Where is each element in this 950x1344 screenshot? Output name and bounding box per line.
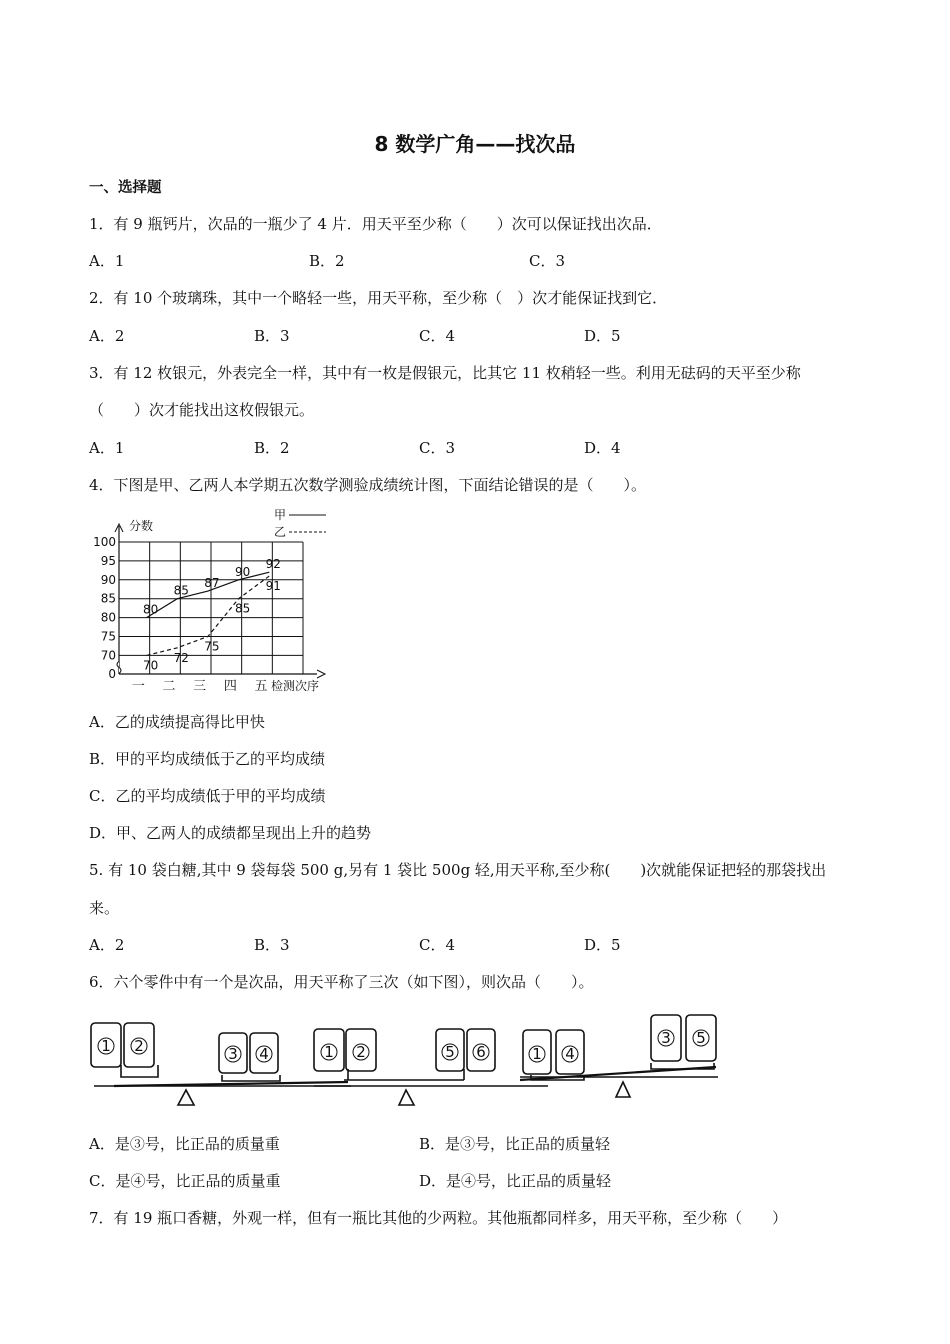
y-axis-title: 分数 <box>129 519 154 533</box>
jar-label: 1 <box>101 1037 111 1055</box>
axis-break-mark <box>117 661 121 673</box>
q2-option-d[interactable]: D．5 <box>584 327 621 345</box>
data-label: 75 <box>204 639 220 654</box>
x-tick-label: 三 <box>193 679 207 692</box>
q5-option-b[interactable]: B．3 <box>254 936 290 954</box>
q1-option-b[interactable]: B．2 <box>309 252 345 270</box>
jar-label: 4 <box>565 1045 575 1063</box>
score-line-chart <box>86 502 366 692</box>
data-label: 92 <box>265 557 281 572</box>
jar-label: 5 <box>445 1043 455 1061</box>
q6-option-d[interactable]: D．是④号，比正品的质量轻 <box>419 1172 612 1190</box>
jar-label: 4 <box>259 1045 269 1063</box>
question-4: 4．下图是甲、乙两人本学期五次数学测验成绩统计图，下面结论错误的是（ ）。 <box>89 476 647 494</box>
x-tick-label: 四 <box>223 679 237 692</box>
q5-option-a[interactable]: A．2 <box>89 936 125 954</box>
jar-label: 5 <box>696 1029 706 1047</box>
jar-label: 6 <box>476 1043 486 1061</box>
balance-scale-2 <box>314 1029 548 1105</box>
balance-scale-3 <box>520 1015 718 1097</box>
page-title: 8 数学广角——找次品 <box>374 132 576 156</box>
data-label: 85 <box>234 601 251 616</box>
data-label: 72 <box>173 650 189 665</box>
jar-label: 3 <box>228 1045 238 1063</box>
x-tick-label: 二 <box>162 679 176 692</box>
jar-label: 1 <box>324 1043 334 1061</box>
question-3-line2: （ ）次才能找出这枚假银元。 <box>89 401 315 419</box>
jar-label: 3 <box>661 1029 671 1047</box>
y-tick-label: 85 <box>100 591 116 606</box>
balance-scales-figure <box>86 1005 736 1115</box>
q5-option-c[interactable]: C．4 <box>419 936 456 954</box>
data-label: 91 <box>265 579 281 594</box>
question-7: 7．有 19 瓶口香糖，外观一样，但有一瓶比其他的少两粒。其他瓶都同样多，用天平称，至少称（ ） <box>89 1209 788 1227</box>
data-label: 70 <box>142 658 159 673</box>
legend-label: 甲 <box>274 508 287 522</box>
x-tick-label: 五 <box>254 679 268 692</box>
q1-option-c[interactable]: C．3 <box>529 252 566 270</box>
balance-scale-1 <box>91 1023 351 1105</box>
question-1: 1．有 9 瓶钙片，次品的一瓶少了 4 片．用天平至少称（ ）次可以保证找出次品． <box>89 215 662 233</box>
q6-option-b[interactable]: B．是③号，比正品的质量轻 <box>419 1135 611 1153</box>
data-label: 87 <box>204 576 220 591</box>
y-tick-label: 90 <box>100 572 116 587</box>
x-axis-arrow <box>317 670 325 678</box>
y-tick-label: 100 <box>93 535 116 549</box>
y-tick-label: 70 <box>100 648 116 663</box>
q2-option-a[interactable]: A．2 <box>89 327 125 345</box>
y-tick-label: 80 <box>100 610 116 625</box>
q3-option-c[interactable]: C．3 <box>419 439 456 457</box>
question-3-line1: 3．有 12 枚银元，外表完全一样，其中有一枚是假银元，比其它 11 枚稍轻一些。利用无砝码的天平至少称 <box>89 364 801 382</box>
question-2: 2．有 10 个玻璃珠，其中一个略轻一些，用天平称，至少称（ ）次才能保证找到它． <box>89 289 668 307</box>
section-heading: 一、选择题 <box>89 180 162 196</box>
jar-label: 2 <box>356 1043 366 1061</box>
y-tick-label: 75 <box>100 629 116 644</box>
q6-option-a[interactable]: A．是③号，比正品的质量重 <box>89 1135 280 1153</box>
q2-option-b[interactable]: B．3 <box>254 327 290 345</box>
question-6: 6．六个零件中有一个是次品，用天平称了三次（如下图），则次品（ ）。 <box>89 973 594 991</box>
q5-option-d[interactable]: D．5 <box>584 936 621 954</box>
q3-option-d[interactable]: D．4 <box>584 439 621 457</box>
data-label: 90 <box>234 564 251 579</box>
y-tick-label: 0 <box>108 667 116 681</box>
q4-option-d[interactable]: D．甲、乙两人的成绩都呈现出上升的趋势 <box>89 824 372 842</box>
data-label: 80 <box>142 602 159 617</box>
q3-option-b[interactable]: B．2 <box>254 439 290 457</box>
q4-option-a[interactable]: A．乙的成绩提高得比甲快 <box>89 713 265 731</box>
question-5-line2: 来。 <box>89 899 120 917</box>
question-5-line1: 5. 有 10 袋白糖,其中 9 袋每袋 500 g,另有 1 袋比 500g 轻,用天平称,至少称( )次就能保证把轻的那袋找出 <box>89 861 827 879</box>
q6-option-c[interactable]: C．是④号，比正品的质量重 <box>89 1172 281 1190</box>
jar-label: 1 <box>532 1045 542 1063</box>
q1-option-a[interactable]: A．1 <box>89 252 125 270</box>
legend-label: 乙 <box>274 525 287 539</box>
q4-option-c[interactable]: C．乙的平均成绩低于甲的平均成绩 <box>89 787 326 805</box>
q2-option-c[interactable]: C．4 <box>419 327 456 345</box>
jar-label: 2 <box>134 1037 144 1055</box>
q3-option-a[interactable]: A．1 <box>89 439 125 457</box>
x-tick-label: 一 <box>131 679 145 692</box>
data-label: 85 <box>173 583 189 598</box>
q4-option-b[interactable]: B．甲的平均成绩低于乙的平均成绩 <box>89 750 326 768</box>
y-tick-label: 95 <box>100 553 116 568</box>
x-axis-title: 检测次序 <box>271 679 320 692</box>
